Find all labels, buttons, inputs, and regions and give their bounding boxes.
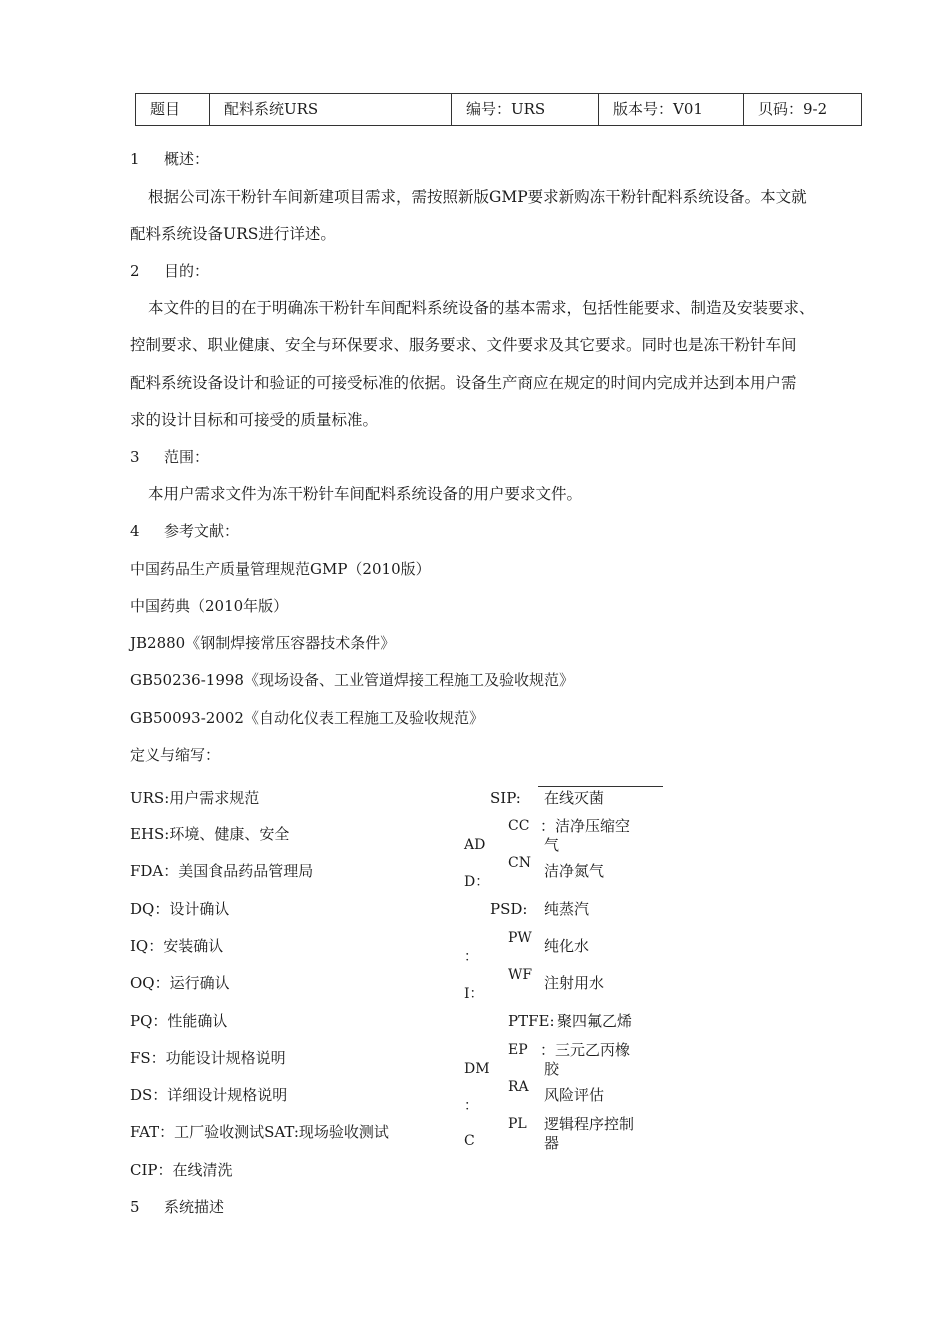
- definition-fragment-clip: [464, 1130, 484, 1149]
- definition-meaning: 在线灭菌: [544, 789, 605, 807]
- definition-fragment: I：: [464, 986, 484, 1002]
- definitions-title: 定义与缩写：: [130, 746, 221, 764]
- section-5-num: 5: [130, 1198, 140, 1216]
- definition-item: CIP：在线清洗: [130, 1161, 233, 1179]
- section-2-para-line: 求的设计目标和可接受的质量标准。: [130, 411, 379, 429]
- header-version: 版本号：V01: [599, 94, 744, 125]
- header-table: [135, 93, 862, 126]
- definition-meaning: 气: [544, 836, 560, 854]
- definition-meaning: 注射用水: [544, 974, 605, 992]
- definition-meaning: 洁净氮气: [544, 862, 605, 880]
- section-2-para-line: 配料系统设备设计和验证的可接受标准的依据。设备生产商应在规定的时间内完成并达到本用户需: [130, 374, 797, 392]
- definition-item: OQ：运行确认: [130, 974, 230, 992]
- definition-item: FDA：美国食品药品管理局: [130, 862, 314, 880]
- section-3-para-line: 本用户需求文件为冻干粉针车间配料系统设备的用户要求文件。: [148, 485, 583, 503]
- definition-meaning: 纯蒸汽: [544, 900, 590, 918]
- section-1-para-line: 配料系统设备URS进行详述。: [130, 225, 336, 243]
- definition-fragment: D：: [464, 874, 490, 890]
- definition-meaning: 器: [544, 1134, 560, 1152]
- section-3-num: 3: [130, 448, 140, 466]
- definition-meaning: ：三元乙丙橡: [540, 1041, 631, 1059]
- reference-item: JB2880《钢制焊接常压容器技术条件》: [130, 634, 396, 652]
- definition-fragment: SIP:: [490, 789, 521, 807]
- definition-abbr: PW: [508, 930, 532, 946]
- definition-meaning: 风险评估: [544, 1086, 605, 1104]
- definition-fragment: C: [464, 1133, 475, 1149]
- header-page: 贝码：9-2: [758, 100, 828, 118]
- definition-item: FAT：工厂验收测试SAT:现场验收测试: [130, 1123, 389, 1141]
- header-title-label: 题目: [136, 94, 210, 125]
- header-code: 编号：URS: [452, 94, 599, 125]
- definition-fragment: ：: [464, 949, 478, 965]
- definition-abbr: CC: [508, 818, 530, 834]
- definition-fragment: DM: [464, 1061, 490, 1077]
- definition-abbr: WF: [508, 967, 533, 983]
- section-4-title: 参考文献：: [164, 522, 240, 540]
- section-5-title: 系统描述: [164, 1198, 225, 1216]
- definition-fragment: PTFE:: [508, 1012, 555, 1030]
- definition-item: PQ：性能确认: [130, 1012, 228, 1030]
- section-4-num: 4: [130, 522, 140, 540]
- definition-meaning: 逻辑程序控制: [544, 1115, 635, 1133]
- definition-meaning: 胶: [544, 1060, 560, 1078]
- definition-item: FS：功能设计规格说明: [130, 1049, 286, 1067]
- definition-abbr: PL: [508, 1116, 527, 1132]
- section-2-para-line: 控制要求、职业健康、安全与环保要求、服务要求、文件要求及其它要求。同时也是冻干粉针车间: [130, 336, 797, 354]
- definition-item: IQ：安装确认: [130, 937, 224, 955]
- reference-item: 中国药典（2010年版）: [130, 597, 289, 615]
- reference-item: GB50093-2002《自动化仪表工程施工及验收规范》: [130, 709, 484, 727]
- definition-item: EHS:环境、健康、安全: [130, 825, 290, 843]
- definition-abbr: EP: [508, 1042, 528, 1058]
- definition-meaning: 纯化水: [544, 937, 590, 955]
- section-2-para-line: 本文件的目的在于明确冻干粉针车间配料系统设备的基本需求，包括性能要求、制造及安装要求、: [148, 299, 815, 317]
- section-2-title: 目的：: [164, 262, 210, 280]
- reference-item: GB50236-1998《现场设备、工业管道焊接工程施工及验收规范》: [130, 671, 574, 689]
- definition-item: DS：详细设计规格说明: [130, 1086, 288, 1104]
- definition-item: URS:用户需求规范: [130, 789, 260, 807]
- definition-fragment: ：: [464, 1098, 478, 1114]
- section-1-para-line: 根据公司冻干粉针车间新建项目需求，需按照新版GMP要求新购冻干粉针配料系统设备。本文就: [148, 188, 807, 206]
- header-title-value: 配料系统URS: [210, 94, 452, 125]
- definition-item: DQ：设计确认: [130, 900, 230, 918]
- definition-fragment: PSD:: [490, 900, 528, 918]
- section-3-title: 范围：: [164, 448, 210, 466]
- reference-item: 中国药品生产质量管理规范GMP（2010版）: [130, 560, 431, 578]
- definition-abbr: CN: [508, 855, 531, 871]
- section-1-title: 概述：: [164, 150, 210, 168]
- section-2-num: 2: [130, 262, 140, 280]
- definition-fragment: AD: [464, 837, 486, 853]
- definition-meaning: ：洁净压缩空: [540, 817, 631, 835]
- definition-abbr: RA: [508, 1079, 529, 1095]
- definition-meaning-clip: [544, 1134, 574, 1152]
- definition-meaning: 聚四氟乙烯: [557, 1012, 633, 1030]
- section-1-num: 1: [130, 150, 140, 168]
